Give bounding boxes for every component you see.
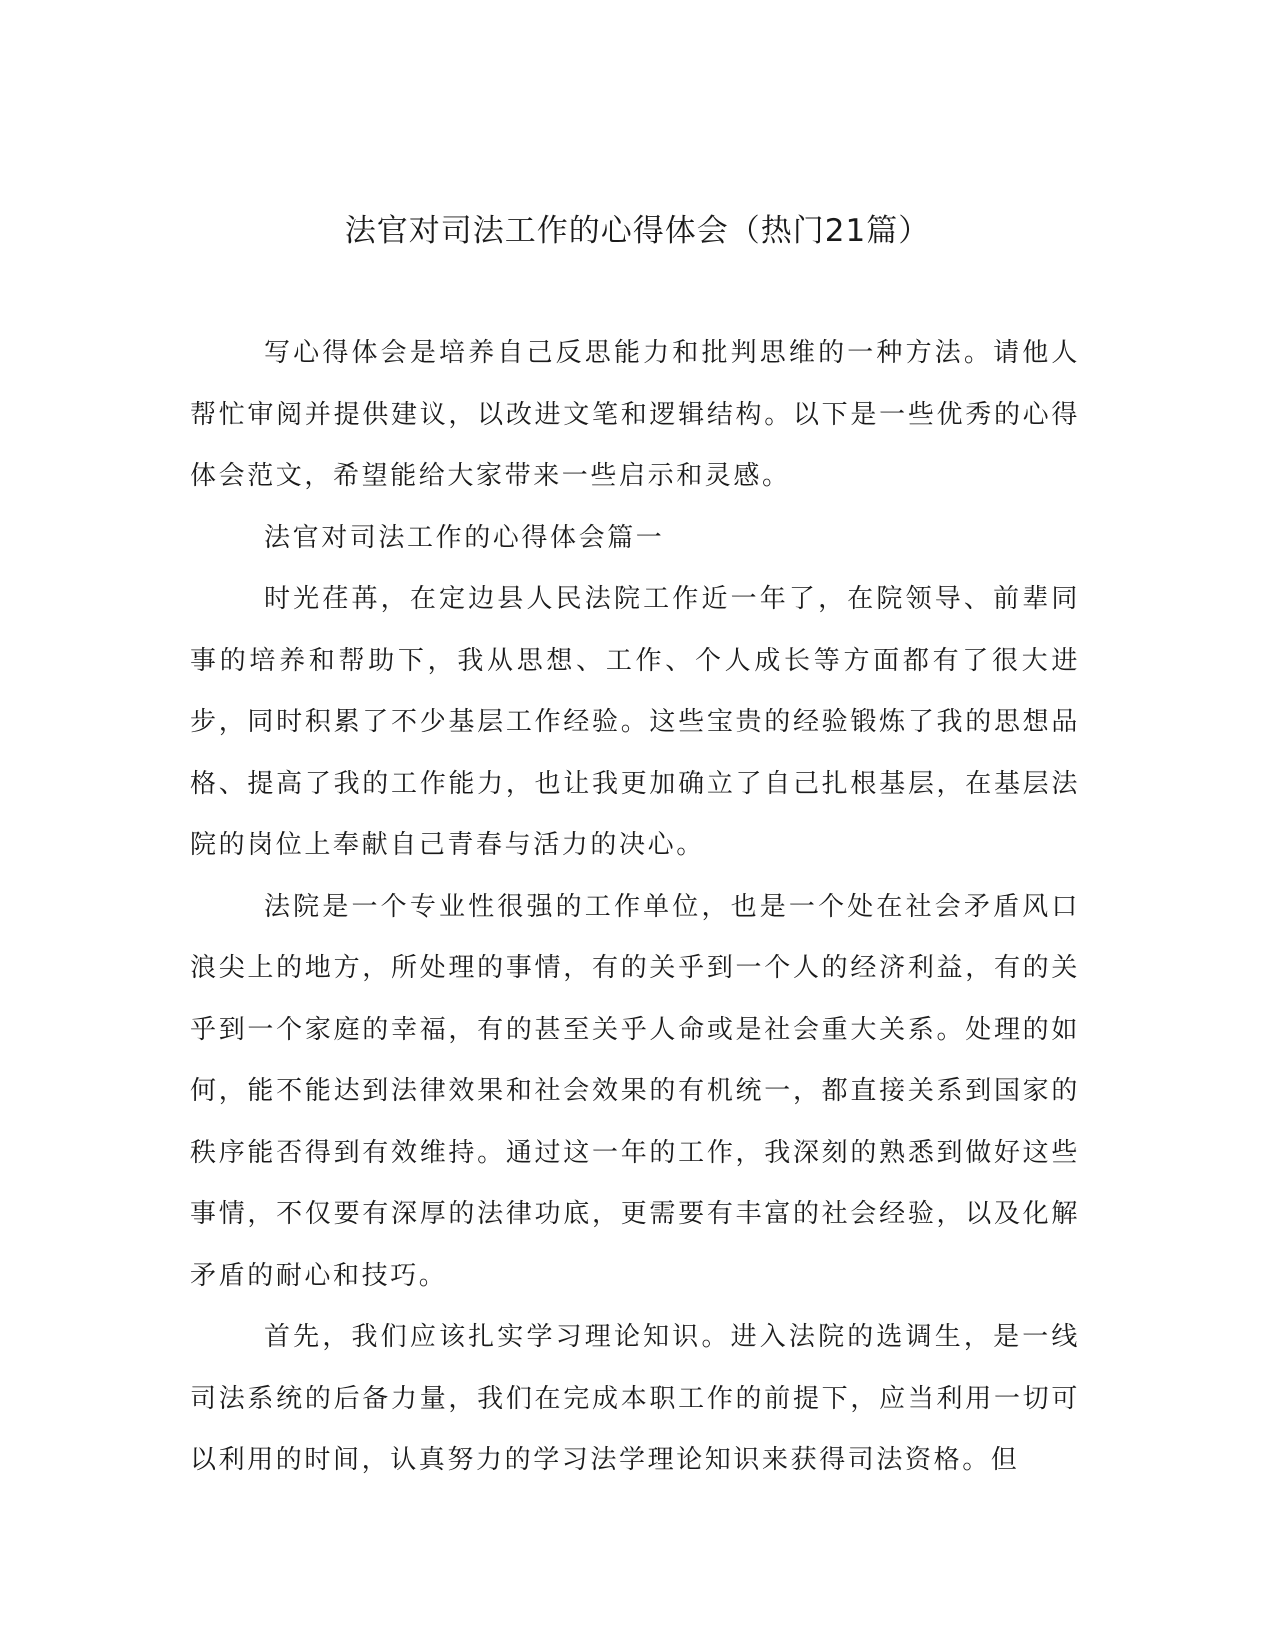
body-paragraph: 时光荏苒，在定边县人民法院工作近一年了，在院领导、前辈同事的培养和帮助下，我从思想、工作、个人成长等方面都有了很大进步，同时积累了不少基层工作经验。这些宝贵的经验锻炼了我的思想品格、提高了我的工作能力，也让我更加确立了自己扎根基层，在基层法院的岗位上奉献自己青春与活力的决心。 (190, 584, 1080, 860)
body-paragraph: 法院是一个专业性很强的工作单位，也是一个处在社会矛盾风口浪尖上的地方，所处理的事情，有的关乎到一个人的经济利益，有的关乎到一个家庭的幸福，有的甚至关乎人命或是社会重大关系。处理的如何，能不能达到法律效果和社会效果的有机统一，都直接关系到国家的秩序能否得到有效维持。通过这一年的工作，我深刻的熟悉到做好这些事情，不仅要有深厚的法律功底，更需要有丰富的社会经验，以及化解矛盾的耐心和技巧。 (190, 891, 1080, 1291)
intro-paragraph: 写心得体会是培养自己反思能力和批判思维的一种方法。请他人帮忙审阅并提供建议，以改进文笔和逻辑结构。以下是一些优秀的心得体会范文，希望能给大家带来一些启示和灵感。 (190, 338, 1080, 491)
body-paragraph: 首先，我们应该扎实学习理论知识。进入法院的选调生，是一线司法系统的后备力量，我们在完成本职工作的前提下，应当利用一切可以利用的时间，认真努力的学习法学理论知识来获得司法资格。但 (190, 1322, 1080, 1475)
document-body (190, 323, 1080, 1492)
section-heading: 法官对司法工作的心得体会篇一 (264, 522, 665, 553)
document-title: 法官对司法工作的心得体会（热门21篇） (344, 213, 931, 249)
